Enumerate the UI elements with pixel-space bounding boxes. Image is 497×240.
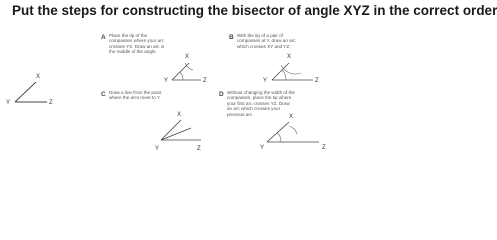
card-a-label-y: Y [164,78,169,84]
card-b-label-z: Z [315,78,319,84]
step-card-d[interactable] [218,89,350,153]
card-d-label-z: Z [322,145,326,151]
card-c-label-y: Y [155,146,160,152]
label-y: Y [6,100,11,106]
step-card-a[interactable] [100,32,232,96]
card-a-label-z: Z [203,78,207,84]
card-d-label-y: Y [260,145,265,151]
card-a-text: Place the tip of the compasses where your arc crosses YX. Draw an arc in the middle of the angle. [109,33,165,55]
card-b-letter: B [229,34,234,41]
card-a-label-x: X [185,54,190,60]
card-c-label-x: X [177,112,182,118]
card-d-label-x: X [289,114,294,120]
label-x: X [36,74,41,80]
card-c-label-z: Z [197,146,201,152]
step-card-b[interactable] [228,32,360,96]
label-z: Z [49,100,53,106]
question-prompt: Put the steps for constructing the bisector of angle XYZ in the correct order [12,3,497,18]
card-b-text: With the tip of a pair of compasses at Y, draw an arc which crosses XY and YZ. [237,33,296,49]
ray-yx [15,82,36,102]
step-card-c[interactable] [100,89,232,153]
card-d-text: Without changing the width of the compasses, place the tip where your first arc crosses YZ. Draw an arc which crosses your previous arc. [227,90,295,117]
card-d-letter: D [219,91,224,98]
card-b-label-y: Y [263,78,268,84]
card-a-letter: A [101,34,106,41]
card-c-text: Draw a line from the point where the arcs meet to Y. [109,90,162,101]
card-c-letter: C [101,91,106,98]
card-b-label-x: X [287,54,292,60]
